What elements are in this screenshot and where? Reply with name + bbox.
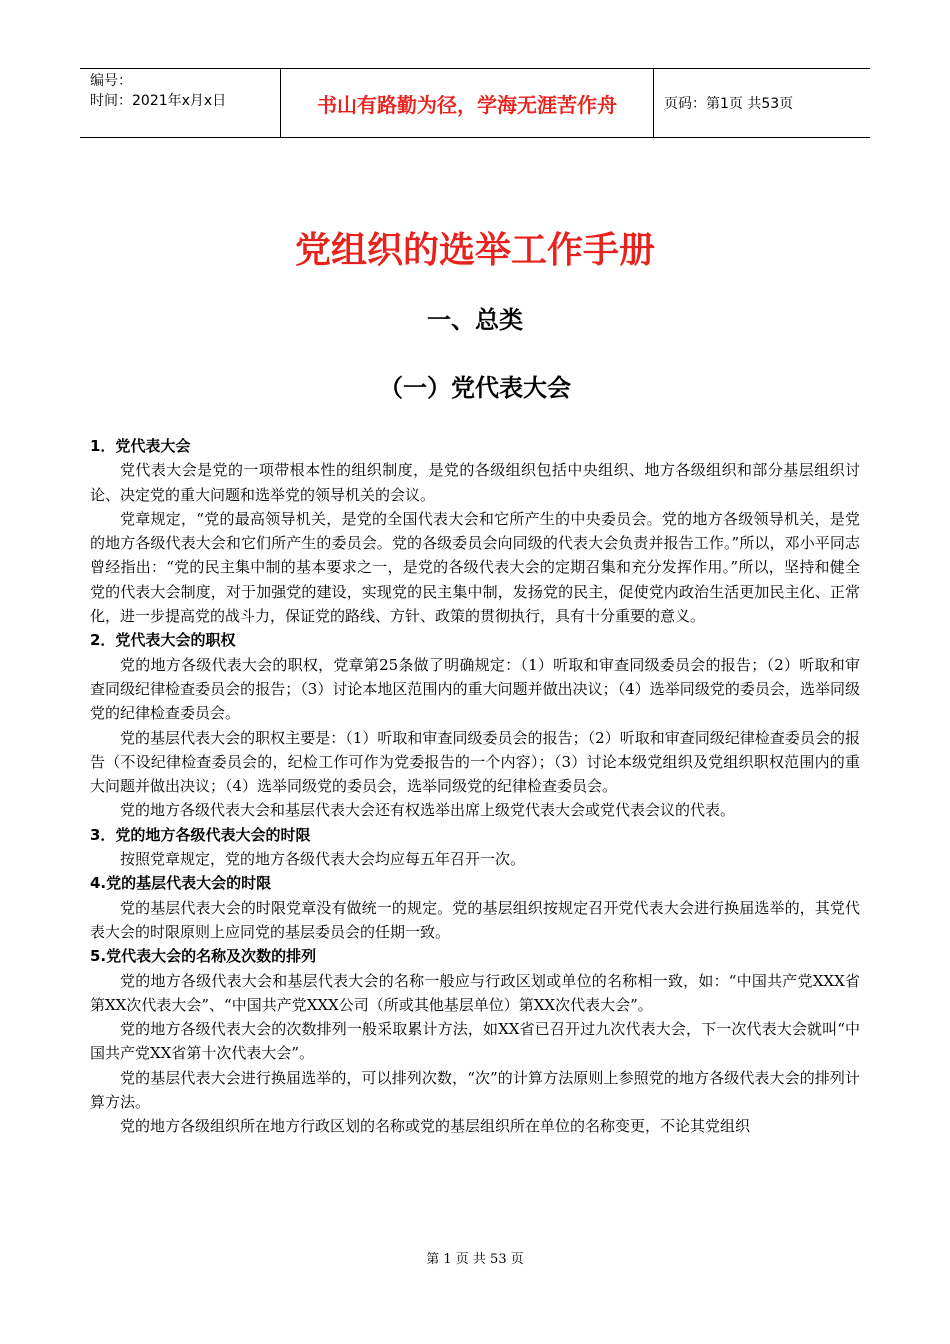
- paragraph: 党的地方各级代表大会和基层代表大会的名称一般应与行政区划或单位的名称相一致，如：“中国共产党XXX省第XX次代表大会”、“中国共产党XXX公司（所或其他基层单位）第XX次代表大会”。: [90, 971, 860, 1014]
- document-number-label: 编号：: [90, 73, 132, 89]
- header-motto: 书山有路勤为径，学海无涯苦作舟: [281, 69, 654, 137]
- paragraph: 党章规定，“党的最高领导机关，是党的全国代表大会和它所产生的中央委员会。党的地方各级领导机关，是党的地方各级代表大会和它们所产生的委员会。党的各级委员会向同级的代表大会负责并报告工作。”所以，邓小平同志曾经指出：“党的民主集中制的基本要求之一，是党的各级代表大会的定期召集和充分发挥作用。”所以，坚持和健全党的代表大会制度，对于加强党的建设，实现党的民主集中制，发扬党的民主，促使党内政治生活更加民主化、正常化，进一步提高党的战斗力，保证党的路线、方针、政策的贯彻执行，具有十分重要的意义。: [90, 509, 860, 626]
- paragraph: 党的地方各级代表大会的职权，党章第25条做了明确规定：（1）听取和审查同级委员会的报告；（2）听取和审查同级纪律检查委员会的报告；（3）讨论本地区范围内的重大问题并做出决议；（4）选举同级党的委员会，选举同级党的纪律检查委员会。: [90, 655, 860, 723]
- heading-3: 3．党的地方各级代表大会的时限: [90, 825, 311, 844]
- paragraph: 按照党章规定，党的地方各级代表大会均应每五年召开一次。: [120, 850, 526, 869]
- section-heading-general: 一、总类: [427, 306, 523, 334]
- document-title: 党组织的选举工作手册: [294, 230, 655, 271]
- document-time-label: 时间：2021年x月x日: [90, 93, 227, 109]
- header-page-info: 页码：第1页 共53页: [664, 96, 794, 112]
- paragraph: 党的基层代表大会的职权主要是：（1）听取和审查同级委员会的报告；（2）听取和审查同级纪律检查委员会的报告（不设纪律检查委员会的，纪检工作可作为党委报告的一个内容）；（3）讨论本级党组织及党组织职权范围内的重大问题并做出决议；（4）选举同级党的委员会，选举同级党的纪律检查委员会。: [90, 728, 860, 796]
- heading-1: 1．党代表大会: [90, 437, 191, 455]
- paragraph: 党的地方各级组织所在地方行政区划的名称或党的基层组织所在单位的名称变更，不论其党组织: [120, 1117, 751, 1136]
- section-heading-congress: （一）党代表大会: [379, 374, 571, 402]
- page-footer: 第 1 页 共 53 页: [426, 1252, 524, 1267]
- paragraph: 党的基层代表大会进行换届选举的，可以排列次数，“次”的计算方法原则上参照党的地方各级代表大会的排列计算方法。: [90, 1068, 860, 1112]
- paragraph: 党代表大会是党的一项带根本性的组织制度，是党的各级组织包括中央组织、地方各级组织和部分基层组织讨论、决定党的重大问题和选举党的领导机关的会议。: [90, 461, 860, 504]
- paragraph: 党的地方各级代表大会和基层代表大会还有权选举出席上级党代表大会或党代表会议的代表。: [120, 801, 736, 820]
- paragraph: 党的基层代表大会的时限党章没有做统一的规定。党的基层组织按规定召开党代表大会进行换届选举的，其党代表大会的时限原则上应同党的基层委员会的任期一致。: [90, 898, 860, 941]
- heading-2: 2．党代表大会的职权: [90, 631, 236, 650]
- paragraph: 党的地方各级代表大会的次数排列一般采取累计方法，如XX省已召开过九次代表大会，下一次代表大会就叫“中国共产党XX省第十次代表大会”。: [90, 1020, 860, 1063]
- heading-4: 4.党的基层代表大会的时限: [90, 874, 272, 893]
- heading-5: 5.党代表大会的名称及次数的排列: [90, 947, 317, 966]
- header-meta: [80, 69, 281, 137]
- document-body: [90, 434, 860, 1139]
- page-header: [80, 68, 870, 138]
